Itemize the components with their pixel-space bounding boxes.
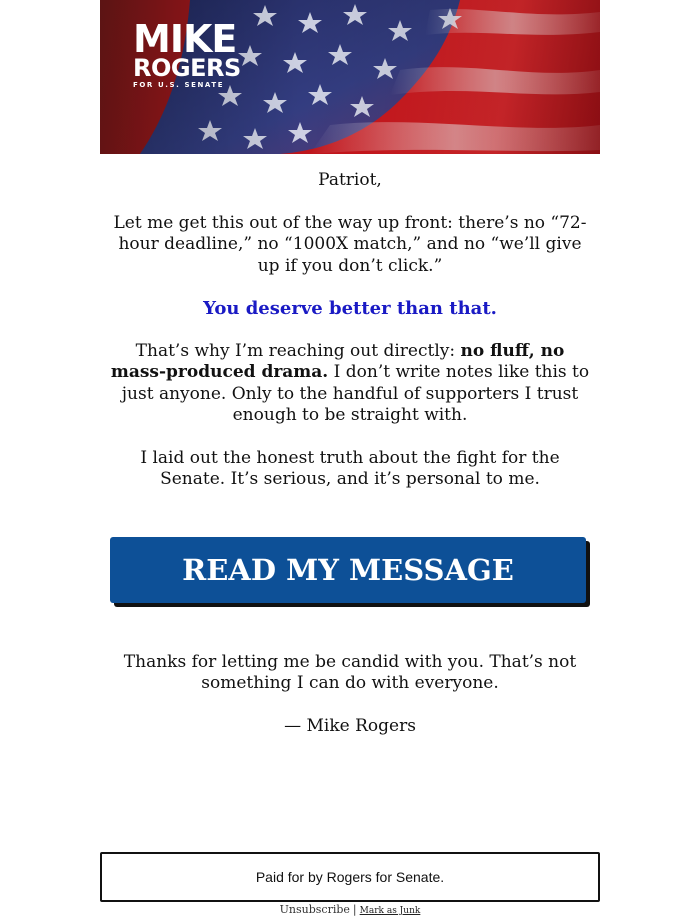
- closing-paragraph: Thanks for letting me be candid with you. That’s not something I can do with everyone.: [123, 651, 577, 693]
- paid-for-disclaimer: [100, 852, 600, 902]
- email-body: [109, 154, 591, 491]
- campaign-logo: [133, 17, 241, 89]
- footer-links: [0, 903, 700, 916]
- email-closing: [109, 652, 591, 738]
- paragraph-direct-post: I don’t write notes like this to just anyone. Only to the handful of supporters I trust enough to be straight with.: [121, 362, 590, 425]
- paragraph-direct: [109, 341, 591, 427]
- logo-tagline: FOR U.S. SENATE: [133, 81, 225, 89]
- paragraph-truth: I laid out the honest truth about the fight for the Senate. It’s serious, and it’s personal to me.: [140, 447, 560, 489]
- signature: — Mike Rogers: [284, 715, 416, 736]
- paragraph-direct-bold: no fluff, no mass-produced drama.: [110, 340, 565, 382]
- highlight-line: You deserve better than that.: [203, 298, 497, 319]
- logo-first-name: MIKE: [133, 17, 237, 61]
- unsubscribe-link[interactable]: Unsubscribe: [279, 903, 350, 916]
- footer-separator: |: [352, 903, 357, 916]
- paragraph-direct-pre: That’s why I’m reaching out directly:: [135, 340, 461, 361]
- read-my-message-button[interactable]: READ MY MESSAGE: [110, 537, 586, 603]
- email-container: [100, 0, 600, 737]
- header-banner: [100, 0, 600, 154]
- mark-as-junk-link[interactable]: Mark as Junk: [359, 906, 421, 916]
- cta-wrapper: [110, 537, 590, 609]
- greeting: Patriot,: [318, 170, 382, 190]
- paragraph-intro: Let me get this out of the way up front: there’s no “72-hour deadline,” no “1000X match,” and no “we’ll give up if you don’t click.”: [113, 212, 587, 276]
- logo-last-name: ROGERS: [133, 54, 241, 82]
- paid-for-text: Paid for by Rogers for Senate.: [255, 869, 445, 885]
